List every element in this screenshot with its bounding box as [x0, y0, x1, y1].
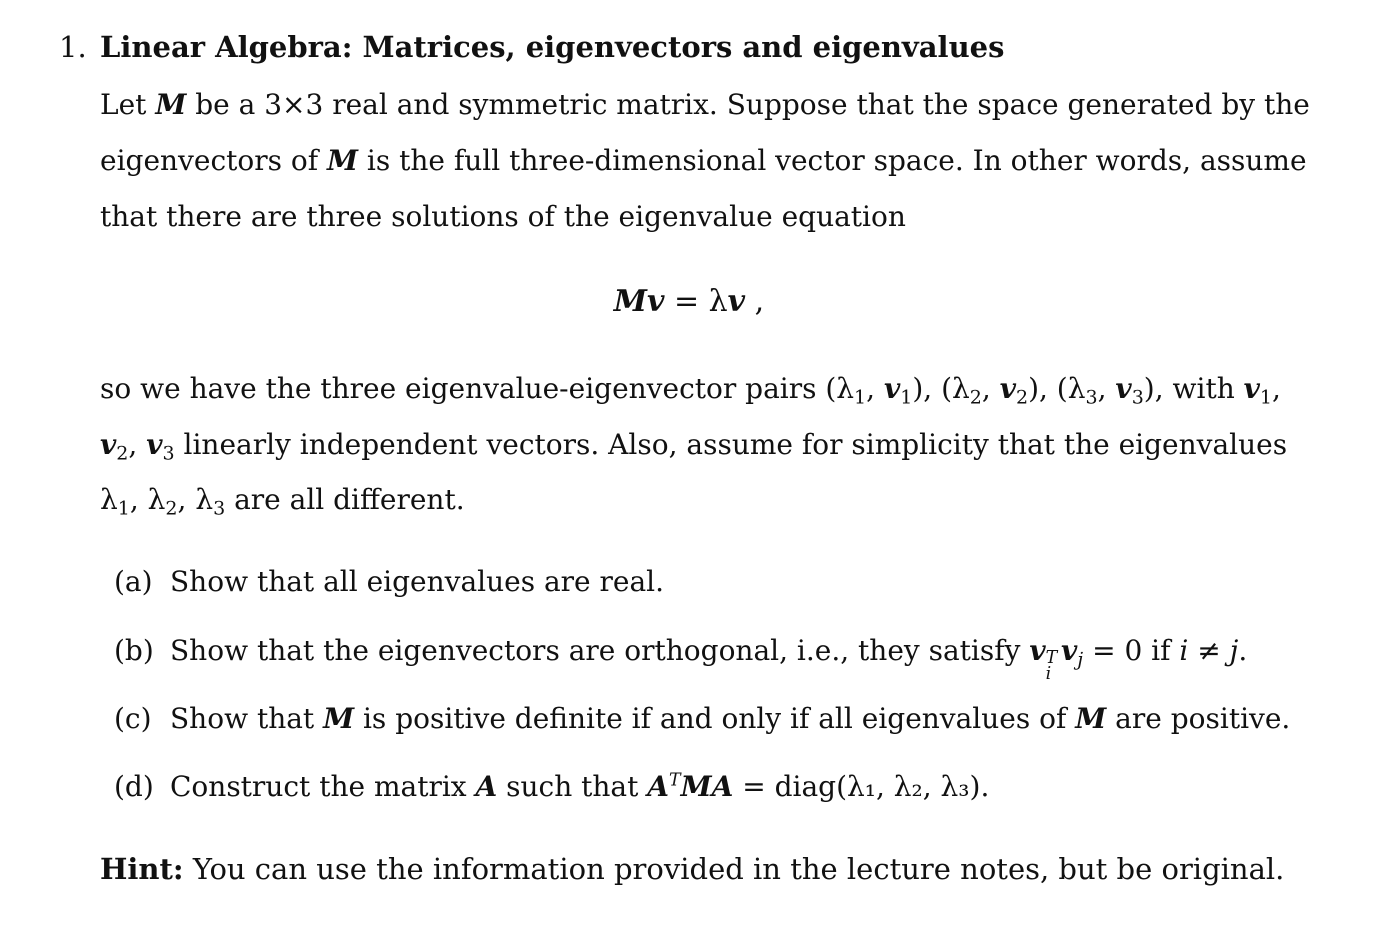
part-c: (c) Show that M is positive definite if and only if all eigenvalues of M are positive.: [114, 702, 1291, 735]
part-a: (a) Show that all eigenvalues are real.: [114, 565, 665, 598]
after-line-1: so we have the three eigenvalue-eigenvector pairs ($\lambda_1$, $v_1$), ($\lambda_2$, $v_2$), ($\lambda_3$, $v_3$), with $v_1$,: [100, 372, 1281, 409]
intro-line-2: eigenvectors of M is the full three-dimensional vector space. In other words, assume: [100, 144, 1307, 177]
matrix-symbol: M: [155, 88, 187, 121]
part-d: (d) Construct the matrix A such that $A^TMA$ = diag(λ₁, λ₂, λ₃).: [114, 770, 990, 803]
hint: [100, 852, 1284, 886]
intro-line-1: Let M be a 3×3 real and symmetric matrix. Suppose that the space generated by the: [100, 88, 1310, 121]
after-line-3: $\lambda_1$, $\lambda_2$, $\lambda_3$ are all different.: [100, 483, 465, 520]
problem-number: 1.: [59, 30, 87, 64]
eigenvalue-equation: Mv = λv ,: [613, 284, 765, 319]
hint-label: Hint:: [100, 852, 184, 886]
hint-text: You can use the information provided in the lecture notes, but be original.: [183, 852, 1285, 886]
part-b: (b) Show that the eigenvectors are orthogonal, i.e., they satisfy v T i $v_j = 0$ if i ≠ j.: [114, 634, 1248, 684]
problem-title: Linear Algebra: Matrices, eigenvectors and eigenvalues: [100, 30, 1005, 64]
after-line-2: $v_2$, $v_3$ linearly independent vectors. Also, assume for simplicity that the eigenvalues: [100, 428, 1288, 465]
matrix-symbol: M: [327, 144, 359, 177]
intro-line-3: that there are three solutions of the eigenvalue equation: [100, 200, 906, 233]
